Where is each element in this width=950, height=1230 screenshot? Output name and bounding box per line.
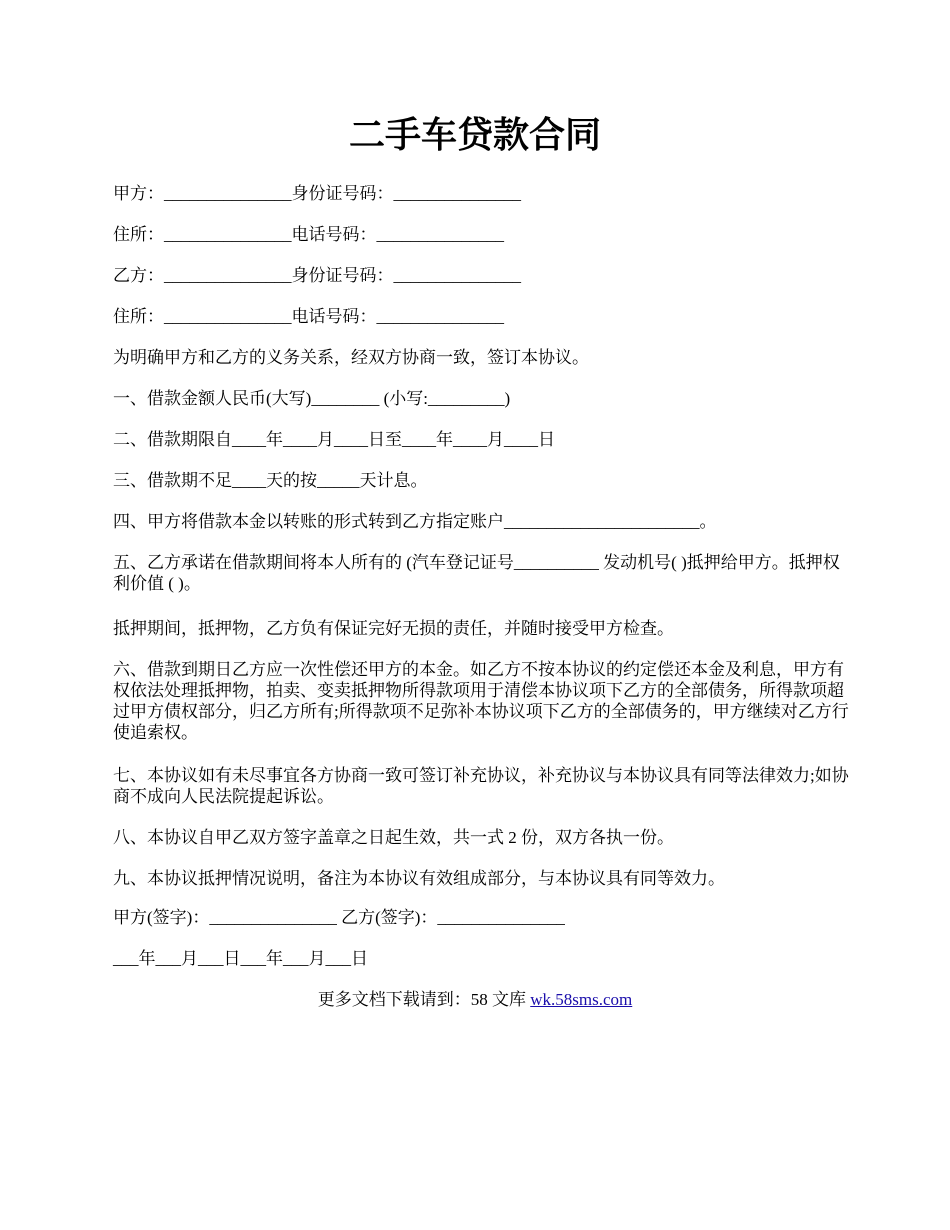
footer-link[interactable]: wk.58sms.com xyxy=(530,990,633,1009)
clause-8: 八、本协议自甲乙双方签字盖章之日起生效，共一式 2 份，双方各执一份。 xyxy=(113,828,674,847)
clause-6: 六、借款到期日乙方应一次性偿还甲方的本金。如乙方不按本协议的约定偿还本金及利息，甲方有权依法处理抵押物，拍卖、变卖抵押物所得款项用于清偿本协议项下乙方的全部债务，所得款项超过甲方债权部分，归乙方所有;所得款项不足弥补本协议项下乙方的全部债务的，甲方继续对乙方行使追索权。 xyxy=(113,660,849,742)
mortgage-period-paragraph: 抵押期间，抵押物，乙方负有保证完好无损的责任，并随时接受甲方检查。 xyxy=(113,619,674,638)
party-b-line: 乙方：_______________身份证号码：_______________ xyxy=(113,266,521,285)
party-a-address-line: 住所：_______________电话号码：_______________ xyxy=(113,225,504,244)
clause-5: 五、乙方承诺在借款期间将本人所有的 (汽车登记证号__________ 发动机号( )抵押给甲方。抵押权利价值 ( )。 xyxy=(113,553,840,593)
signature-line: 甲方(签字)：_______________ 乙方(签字)：_______________ xyxy=(113,908,565,927)
clause-4: 四、甲方将借款本金以转账的形式转到乙方指定账户_______________________。 xyxy=(113,512,717,531)
clause-9: 九、本协议抵押情况说明，备注为本协议有效组成部分，与本协议具有同等效力。 xyxy=(113,869,725,888)
clause-7: 七、本协议如有未尽事宜各方协商一致可签订补充协议，补充协议与本协议具有同等法律效力;如协商不成向人民法院提起诉讼。 xyxy=(113,766,849,806)
party-b-address-line: 住所：_______________电话号码：_______________ xyxy=(113,307,504,326)
clause-2: 二、借款期限自____年____月____日至____年____月____日 xyxy=(113,430,555,449)
date-line: ___年___月___日___年___月___日 xyxy=(113,949,368,968)
footer xyxy=(0,989,950,1010)
clause-3: 三、借款期不足____天的按_____天计息。 xyxy=(113,471,428,490)
preamble-paragraph: 为明确甲方和乙方的义务关系，经双方协商一致，签订本协议。 xyxy=(113,348,589,367)
clause-1: 一、借款金额人民币(大写)________ (小写:_________) xyxy=(113,389,511,408)
document-title: 二手车贷款合同 xyxy=(348,115,601,155)
party-a-line: 甲方：_______________身份证号码：_______________ xyxy=(113,184,521,203)
footer-text: 更多文档下载请到：58 文库 xyxy=(317,990,531,1009)
